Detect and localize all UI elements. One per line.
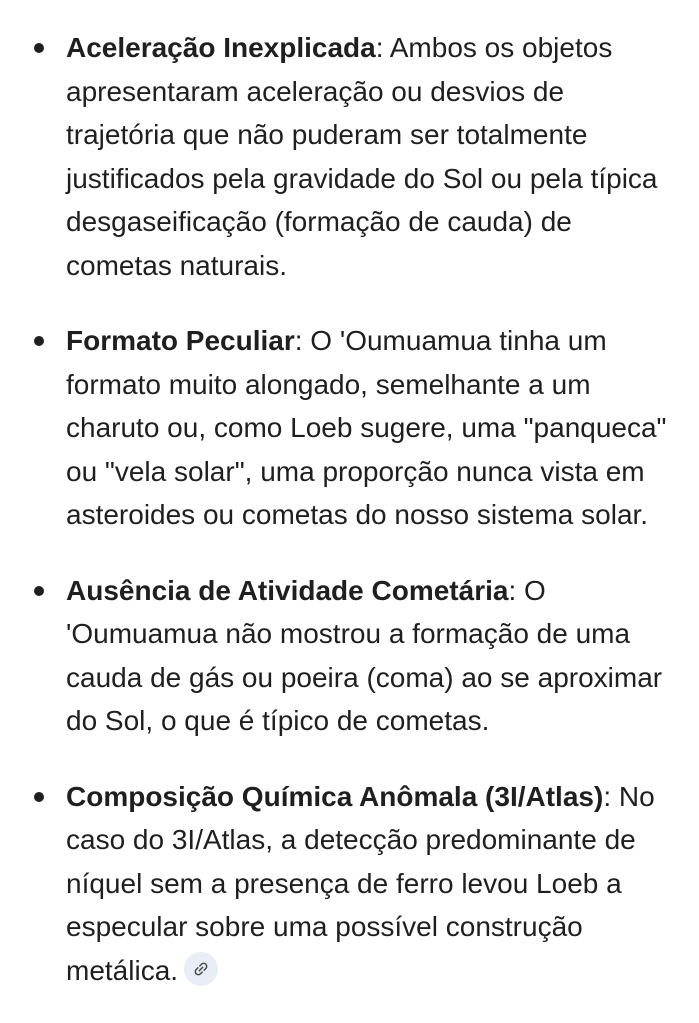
list-item [0, 26, 675, 287]
bullet-dot [34, 336, 44, 346]
item-separator: : [603, 780, 612, 812]
item-text: Ambos os objetos apresentaram aceleração ou desvios de trajetória que não puderam ser totalmente justificados pela gravidade do Sol ou pela típica desgaseificação (formação de cauda) de cometas naturais. [66, 32, 658, 281]
link-icon [192, 960, 210, 978]
item-text: No caso do 3I/Atlas, a detecção predominante de níquel sem a presença de ferro levou Loeb a especular sobre uma possível construção metálica. [66, 780, 655, 986]
item-term: Composição Química Anômala (3I/Atlas) [66, 780, 604, 812]
item-separator: : [508, 574, 517, 606]
item-term: Formato Peculiar [66, 325, 295, 356]
item-text: O 'Oumuamua não mostrou a formação de uma cauda de gás ou poeira (coma) ao se aproximar do Sol, o que é típico de cometas. [66, 574, 663, 736]
list-item [0, 569, 675, 743]
bullet-dot [34, 43, 44, 53]
item-separator: : [294, 325, 303, 356]
item-separator: : [375, 32, 384, 63]
list-item [0, 319, 675, 537]
item-text: O 'Oumuamua tinha um formato muito alongado, semelhante a um charuto ou, como Loeb sugere, uma "panqueca" ou "vela solar", uma proporção nunca vista em asteroides ou cometas do nosso sistema solar. [66, 325, 667, 530]
item-term: Aceleração Inexplicada [66, 32, 376, 63]
item-term: Ausência de Atividade Cometária [66, 574, 509, 606]
bullet-dot [34, 586, 44, 596]
list-item [0, 775, 675, 993]
bullet-dot [34, 792, 44, 802]
source-link-button[interactable] [184, 952, 218, 986]
